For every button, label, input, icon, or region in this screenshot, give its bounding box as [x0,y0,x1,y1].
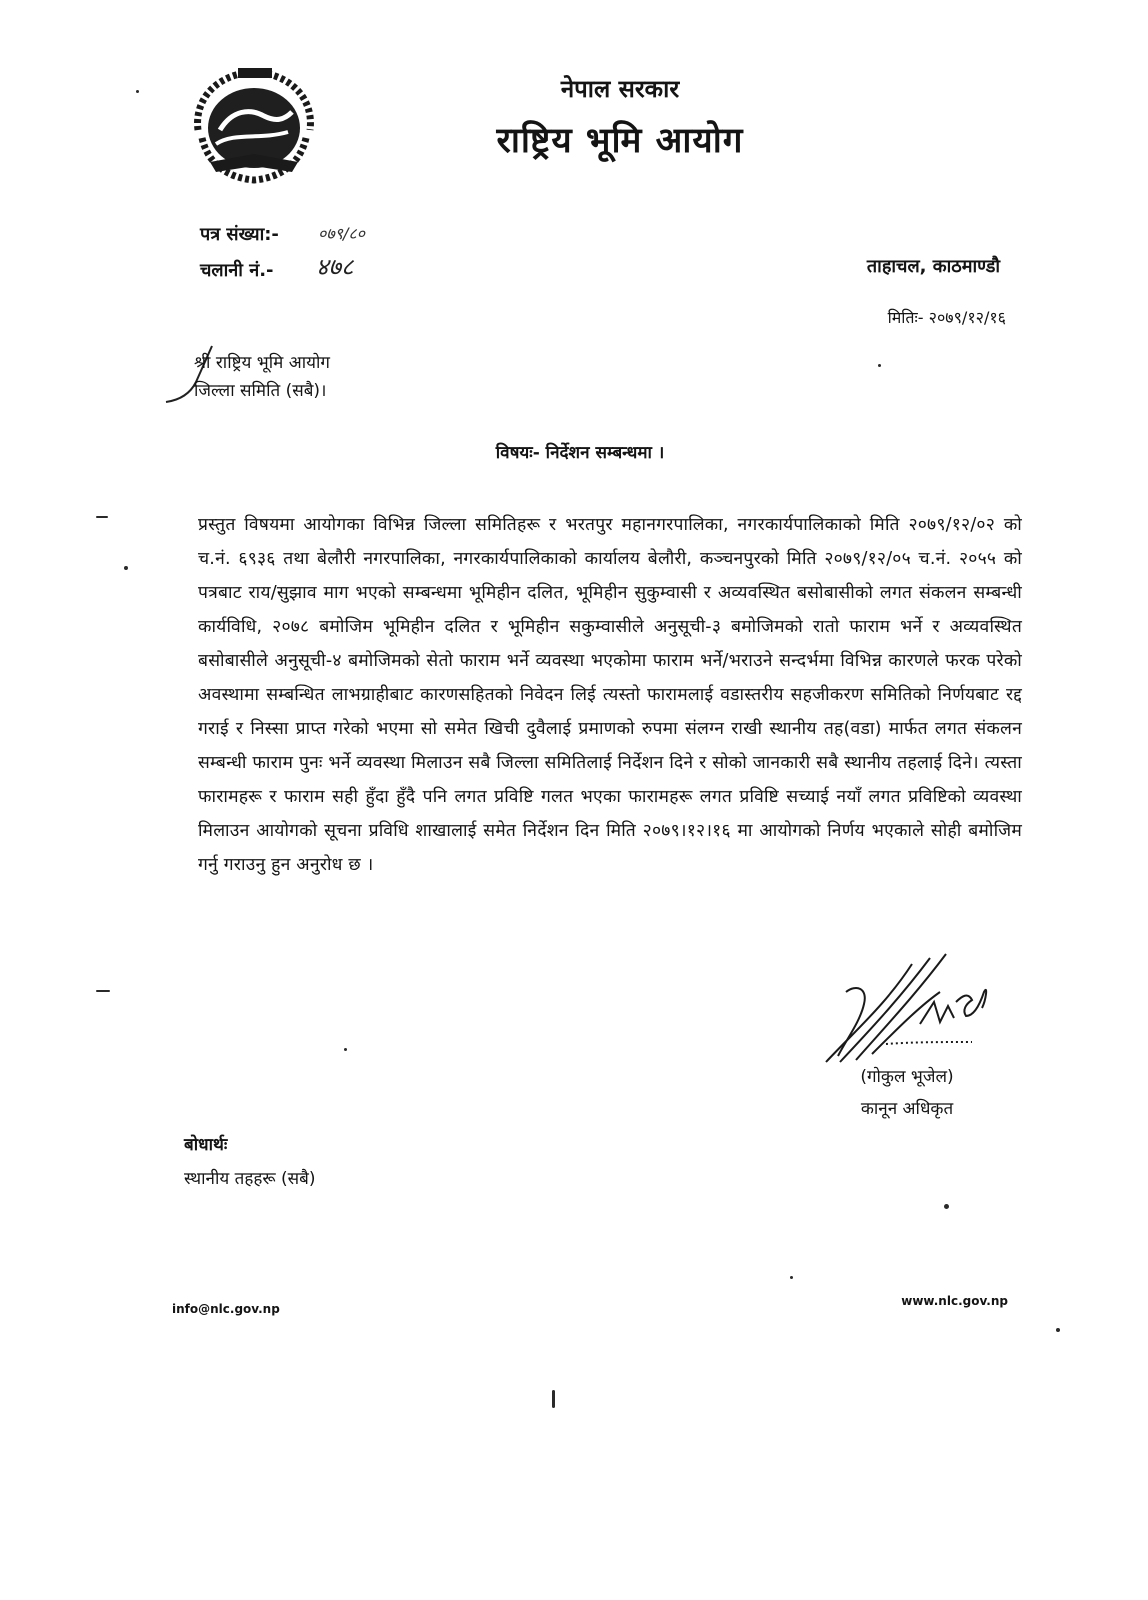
signatory-title: कानून अधिकृत [860,1099,954,1119]
scan-speck [96,990,110,992]
chalani-number-label: चलानी नं.- [200,260,274,281]
letter-subject: विषयः- निर्देशन सम्बन्धमा । [495,443,665,463]
scan-speck [124,566,128,570]
patra-sankhya-value: ०७९/८० [318,224,365,243]
patra-sankhya-label: पत्र संख्या:- [200,224,279,245]
office-location: ताहाचल, काठमाण्डौ [866,256,1000,277]
recipient-line-2: जिल्ला समिति (सबै)। [194,381,327,401]
scan-speck [944,1204,949,1209]
scan-speck [136,90,139,93]
nepal-government-emblem-icon [180,60,328,188]
cc-label: बोधार्थः [184,1135,228,1155]
scan-speck [878,364,881,367]
chalani-number-value: ४७८ [316,253,354,281]
government-title: नेपाल सरकार [560,75,680,103]
scan-speck [344,1048,347,1051]
letter-date: मितिः- २०७९/१२/१६ [887,308,1006,327]
scan-speck [1056,1328,1060,1332]
commission-title: राष्ट्रिय भूमि आयोग [496,121,744,161]
scan-speck [96,516,108,518]
footer-email: info@nlc.gov.np [172,1302,280,1316]
cc-recipient: स्थानीय तहहरू (सबै) [184,1169,316,1189]
scan-speck [552,1390,555,1408]
signature-icon [816,944,1006,1070]
signatory-name: (गोकुल भूजेल) [860,1067,954,1087]
footer-website: www.nlc.gov.np [901,1294,1008,1308]
letter-body: प्रस्तुत विषयमा आयोगका विभिन्न जिल्ला समितिहरू र भरतपुर महानगरपालिका, नगरकार्यपालिकाको मिति २०७९/१२/०२ को च.नं. ६९३६ तथा बेलौरी नगरपालिका, नगरकार्यपालिकाको कार्यालय बेलौरी, कञ्चनपुरको मिति २०७९/१२/०५ च.नं. २०५५ को पत्रबाट राय/सुझाव माग भएको सम्बन्धमा भूमिहीन दलित, भूमिहीन सुकुम्वासी र अव्यवस्थित बसोबासीको लगत संकलन सम्बन्धी कार्यविधि, २०७८ बमोजिम भूमिहीन दलित र भूमिहीन सकुम्वासीले अनुसूची-३ बमोजिमको रातो फाराम भर्ने र अव्यवस्थित बसोबासीले अनुसूची-४ बमोजिमको सेतो फाराम भर्ने व्यवस्था भएकोमा फाराम भर्ने/भराउने सन्दर्भमा विभिन्न कारणले फरक परेको अवस्थामा सम्बन्धित लाभग्राहीबाट कारणसहितको निवेदन लिई त्यस्तो फारामलाई वडास्तरीय सहजीकरण समितिको निर्णयबाट रद्द गराई र निस्सा प्राप्त गरेको भएमा सो समेत खिची दुवैलाई प्रमाणको रुपमा संलग्न राखी स्थानीय तह(वडा) मार्फत लगत संकलन सम्बन्धी फाराम पुनः भर्ने व्यवस्था मिलाउन सबै जिल्ला समितिलाई निर्देशन दिने र सोको जानकारी सबै स्थानीय तहलाई दिने। त्यस्ता फारामहरू र फाराम सही हुँदा हुँदै पनि लगत प्रविष्टि गलत भएका फारामहरू लगत प्रविष्टि सच्याई नयाँ लगत प्रविष्टिको व्यवस्था मिलाउन आयोगको सूचना प्रविधि शाखालाई समेत निर्देशन दिन मिति २०७९।१२।१६ मा आयोगको निर्णय भएकाले सोही बमोजिम गर्नु गराउनु हुन अनुरोध छ । [198,515,1022,875]
scan-speck [790,1276,793,1279]
recipient-line-1: श्री राष्ट्रिय भूमि आयोग [194,353,330,373]
